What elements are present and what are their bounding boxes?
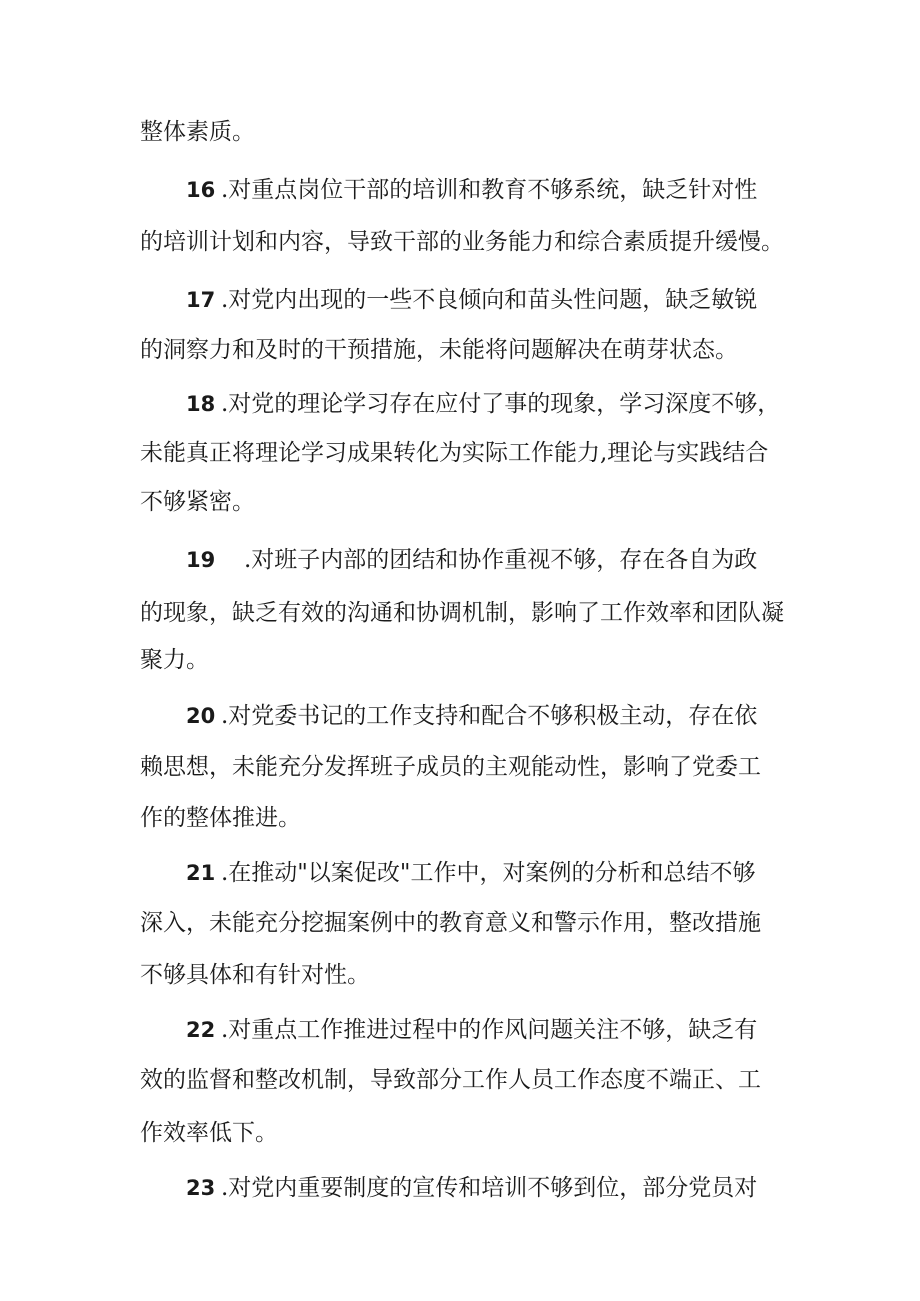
list-item-line xyxy=(0,330,920,370)
item-number: 16 xyxy=(186,178,216,202)
item-number: 17 xyxy=(186,288,216,312)
paragraph-continuation xyxy=(0,112,920,152)
list-item-first-line xyxy=(0,1168,920,1208)
list-item-first-line xyxy=(0,384,920,424)
list-item-line xyxy=(0,903,920,943)
list-item-first-line xyxy=(0,280,920,320)
list-item-line xyxy=(0,482,920,522)
item-number: 23 xyxy=(186,1176,216,1200)
item-text: 的培训计划和内容，导致干部的业务能力和综合素质提升缓慢。 xyxy=(140,229,784,255)
item-text: 聚力。 xyxy=(140,647,209,673)
item-text: 赖思想，未能充分发挥班子成员的主观能动性，影响了党委工 xyxy=(140,754,761,780)
item-text: .在推动"以案促改"工作中，对案例的分析和总结不够 xyxy=(221,860,756,886)
list-item-line xyxy=(0,955,920,995)
list-item-first-line xyxy=(0,540,920,580)
list-item-line xyxy=(0,798,920,838)
list-item-first-line xyxy=(0,1010,920,1050)
item-text: 不够紧密。 xyxy=(140,489,255,515)
list-item-first-line xyxy=(0,696,920,736)
item-text: .对党内重要制度的宣传和培训不够到位，部分党员对 xyxy=(221,1175,758,1201)
item-text: .对班子内部的团结和协作重视不够，存在各自为政 xyxy=(244,547,758,573)
item-text: .对党内出现的一些不良倾向和苗头性问题，缺乏敏锐 xyxy=(221,287,758,313)
item-number: 22 xyxy=(186,1018,216,1042)
item-text: .对重点工作推进过程中的作风问题关注不够，缺乏有 xyxy=(221,1017,758,1043)
list-item-line xyxy=(0,433,920,473)
item-number: 19 xyxy=(186,548,216,572)
paragraph-text: 整体素质。 xyxy=(140,119,255,145)
list-item-line xyxy=(0,222,920,262)
item-text: 深入，未能充分挖掘案例中的教育意义和警示作用，整改措施 xyxy=(140,910,761,936)
item-text: 效的监督和整改机制，导致部分工作人员工作态度不端正、工 xyxy=(140,1067,761,1093)
item-text: 作的整体推进。 xyxy=(140,805,301,831)
list-item-line xyxy=(0,1060,920,1100)
item-text: 不够具体和有针对性。 xyxy=(140,962,370,988)
item-number: 18 xyxy=(186,392,216,416)
item-text: .对党委书记的工作支持和配合不够积极主动，存在依 xyxy=(221,703,758,729)
item-text: 的现象，缺乏有效的沟通和协调机制，影响了工作效率和团队凝 xyxy=(140,600,784,626)
item-text: .对党的理论学习存在应付了事的现象，学习深度不够， xyxy=(221,391,781,417)
list-item-line xyxy=(0,747,920,787)
list-item-line xyxy=(0,640,920,680)
item-number: 20 xyxy=(186,704,216,728)
list-item-first-line xyxy=(0,853,920,893)
list-item-first-line xyxy=(0,170,920,210)
item-text: .对重点岗位干部的培训和教育不够系统，缺乏针对性 xyxy=(221,177,758,203)
item-text: 的洞察力和及时的干预措施，未能将问题解决在萌芽状态。 xyxy=(140,337,738,363)
item-text: 作效率低下。 xyxy=(140,1120,278,1146)
item-text: 未能真正将理论学习成果转化为实际工作能力,理论与实践结合 xyxy=(140,440,769,466)
list-item-line xyxy=(0,593,920,633)
item-number: 21 xyxy=(186,861,216,885)
list-item-line xyxy=(0,1113,920,1153)
